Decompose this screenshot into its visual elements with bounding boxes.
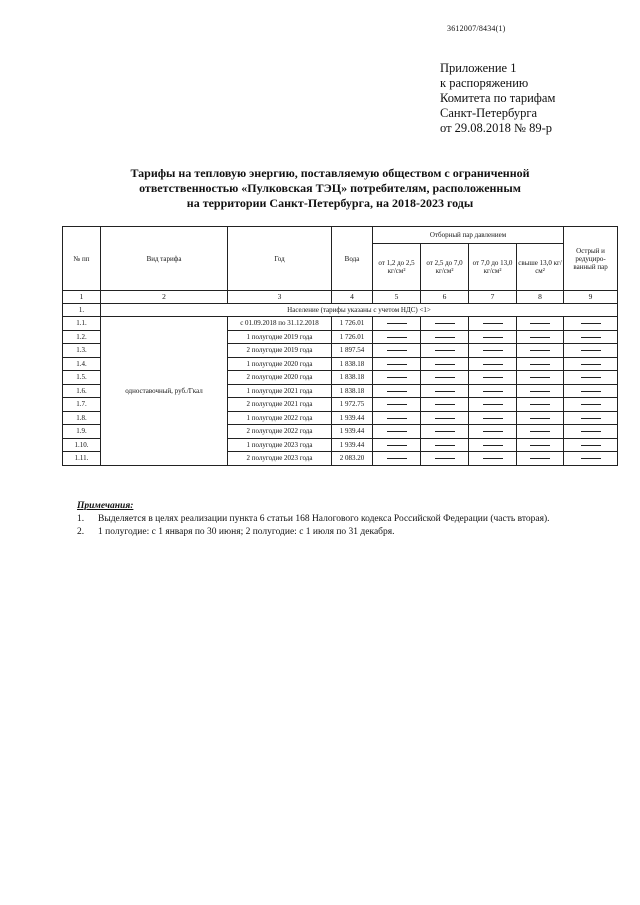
dash-cell [373, 317, 421, 331]
tariff-table [62, 226, 618, 466]
dash-cell [373, 357, 421, 371]
dash-cell [421, 371, 469, 385]
header-pressure-1: от 1,2 до 2,5 кг/см² [373, 244, 421, 291]
dash-cell [373, 411, 421, 425]
dash-cell [517, 330, 564, 344]
row-period: 2 полугодие 2019 года [228, 344, 332, 358]
dash-cell [564, 452, 618, 466]
row-water: 1 972.75 [332, 398, 373, 412]
dash-cell [564, 371, 618, 385]
dash-cell [564, 411, 618, 425]
row-water: 1 939.44 [332, 438, 373, 452]
dash-cell [517, 344, 564, 358]
dash-cell [421, 357, 469, 371]
row-num: 1.5. [63, 371, 101, 385]
row-num: 1.11. [63, 452, 101, 466]
approval-line: Санкт-Петербурга [440, 106, 538, 120]
notes-title: Примечания: [77, 501, 134, 511]
dash-cell [421, 398, 469, 412]
dash-cell [373, 371, 421, 385]
dash-cell [564, 398, 618, 412]
col-number: 4 [332, 291, 373, 304]
dash-cell [469, 384, 517, 398]
document-title [60, 166, 600, 211]
col-number: 9 [564, 291, 618, 304]
dash-cell [517, 384, 564, 398]
dash-cell [373, 398, 421, 412]
dash-cell [517, 438, 564, 452]
row-period: 2 полугодие 2020 года [228, 371, 332, 385]
note-item [77, 526, 550, 539]
row-period: 1 полугодие 2019 года [228, 330, 332, 344]
title-line: ответственностью «Пулковская ТЭЦ» потребителям, расположенным [139, 181, 521, 195]
row-water: 1 897.54 [332, 344, 373, 358]
dash-cell [564, 384, 618, 398]
dash-cell [373, 384, 421, 398]
dash-cell [564, 317, 618, 331]
row-num: 1.10. [63, 438, 101, 452]
dash-cell [469, 344, 517, 358]
row-water: 1 838.18 [332, 384, 373, 398]
dash-cell [469, 317, 517, 331]
header-pressure-3: от 7,0 до 13,0 кг/см² [469, 244, 517, 291]
dash-cell [421, 330, 469, 344]
dash-cell [517, 425, 564, 439]
row-period: с 01.09.2018 по 31.12.2018 [228, 317, 332, 331]
row-num: 1.9. [63, 425, 101, 439]
dash-cell [517, 357, 564, 371]
dash-cell [517, 411, 564, 425]
dash-cell [373, 425, 421, 439]
row-num: 1.8. [63, 411, 101, 425]
dash-cell [517, 317, 564, 331]
dash-cell [421, 344, 469, 358]
dash-cell [469, 438, 517, 452]
population-row-label: Население (тарифы указаны с учетом НДС) <1> [101, 304, 618, 317]
header-year: Год [228, 227, 332, 291]
dash-cell [469, 411, 517, 425]
tariff-type-cell: одноставочный, руб./Гкал [101, 317, 228, 466]
col-number: 2 [101, 291, 228, 304]
header-sharp-steam: Острый и редуциро- ванный пар [564, 227, 618, 291]
header-tariff-type: Вид тарифа [101, 227, 228, 291]
header-num: № пп [63, 227, 101, 291]
dash-cell [421, 411, 469, 425]
dash-cell [517, 398, 564, 412]
row-water: 1 838.18 [332, 371, 373, 385]
approval-line: Комитета по тарифам [440, 91, 556, 105]
table-row [63, 317, 618, 331]
row-period: 1 полугодие 2023 года [228, 438, 332, 452]
col-number: 1 [63, 291, 101, 304]
row-water: 1 726.01 [332, 330, 373, 344]
row-num: 1.3. [63, 344, 101, 358]
approval-block [440, 61, 555, 136]
note-number: 1. [77, 514, 85, 524]
row-num: 1.2. [63, 330, 101, 344]
row-num: 1.1. [63, 317, 101, 331]
notes-block [77, 500, 550, 539]
header-pressure-2: от 2,5 до 7,0 кг/см² [421, 244, 469, 291]
row-water: 1 838.18 [332, 357, 373, 371]
dash-cell [373, 452, 421, 466]
row-period: 2 полугодие 2021 года [228, 398, 332, 412]
dash-cell [564, 344, 618, 358]
header-pressure-4: свыше 13,0 кг/см² [517, 244, 564, 291]
col-number: 5 [373, 291, 421, 304]
dash-cell [421, 438, 469, 452]
dash-cell [564, 438, 618, 452]
document-id: 3612007/8434(1) [447, 24, 506, 33]
dash-cell [564, 330, 618, 344]
dash-cell [469, 330, 517, 344]
row-period: 2 полугодие 2022 года [228, 425, 332, 439]
dash-cell [421, 452, 469, 466]
col-number: 7 [469, 291, 517, 304]
dash-cell [469, 425, 517, 439]
row-period: 1 полугодие 2020 года [228, 357, 332, 371]
row-period: 2 полугодие 2023 года [228, 452, 332, 466]
col-number: 3 [228, 291, 332, 304]
row-water: 1 726.01 [332, 317, 373, 331]
col-number: 8 [517, 291, 564, 304]
dash-cell [517, 371, 564, 385]
dash-cell [421, 317, 469, 331]
dash-cell [373, 438, 421, 452]
row-water: 1 939.44 [332, 411, 373, 425]
dash-cell [564, 425, 618, 439]
approval-line: Приложение 1 [440, 61, 517, 75]
row-period: 1 полугодие 2022 года [228, 411, 332, 425]
note-text: 1 полугодие: с 1 января по 30 июня; 2 полугодие: с 1 июля по 31 декабря. [98, 527, 395, 537]
approval-line: к распоряжению [440, 76, 529, 90]
dash-cell [469, 357, 517, 371]
note-text: Выделяется в целях реализации пункта 6 статьи 168 Налогового кодекса Российской Федерации (часть вторая). [98, 514, 550, 524]
row-num: 1.4. [63, 357, 101, 371]
dash-cell [469, 371, 517, 385]
dash-cell [517, 452, 564, 466]
dash-cell [469, 398, 517, 412]
approval-line: от 29.08.2018 № 89-р [440, 121, 553, 135]
population-row-num: 1. [63, 304, 101, 317]
dash-cell [421, 425, 469, 439]
dash-cell [564, 357, 618, 371]
note-number: 2. [77, 527, 85, 537]
header-water: Вода [332, 227, 373, 291]
header-steam-group: Отборный пар давлением [373, 227, 564, 244]
title-line: на территории Санкт-Петербурга, на 2018-2023 годы [186, 196, 474, 210]
row-water: 2 083.20 [332, 452, 373, 466]
col-number: 6 [421, 291, 469, 304]
row-period: 1 полугодие 2021 года [228, 384, 332, 398]
note-item [77, 513, 550, 526]
dash-cell [373, 344, 421, 358]
row-num: 1.6. [63, 384, 101, 398]
title-line: Тарифы на тепловую энергию, поставляемую обществом с ограниченной [130, 166, 530, 180]
dash-cell [373, 330, 421, 344]
dash-cell [421, 384, 469, 398]
dash-cell [469, 452, 517, 466]
row-water: 1 939.44 [332, 425, 373, 439]
row-num: 1.7. [63, 398, 101, 412]
